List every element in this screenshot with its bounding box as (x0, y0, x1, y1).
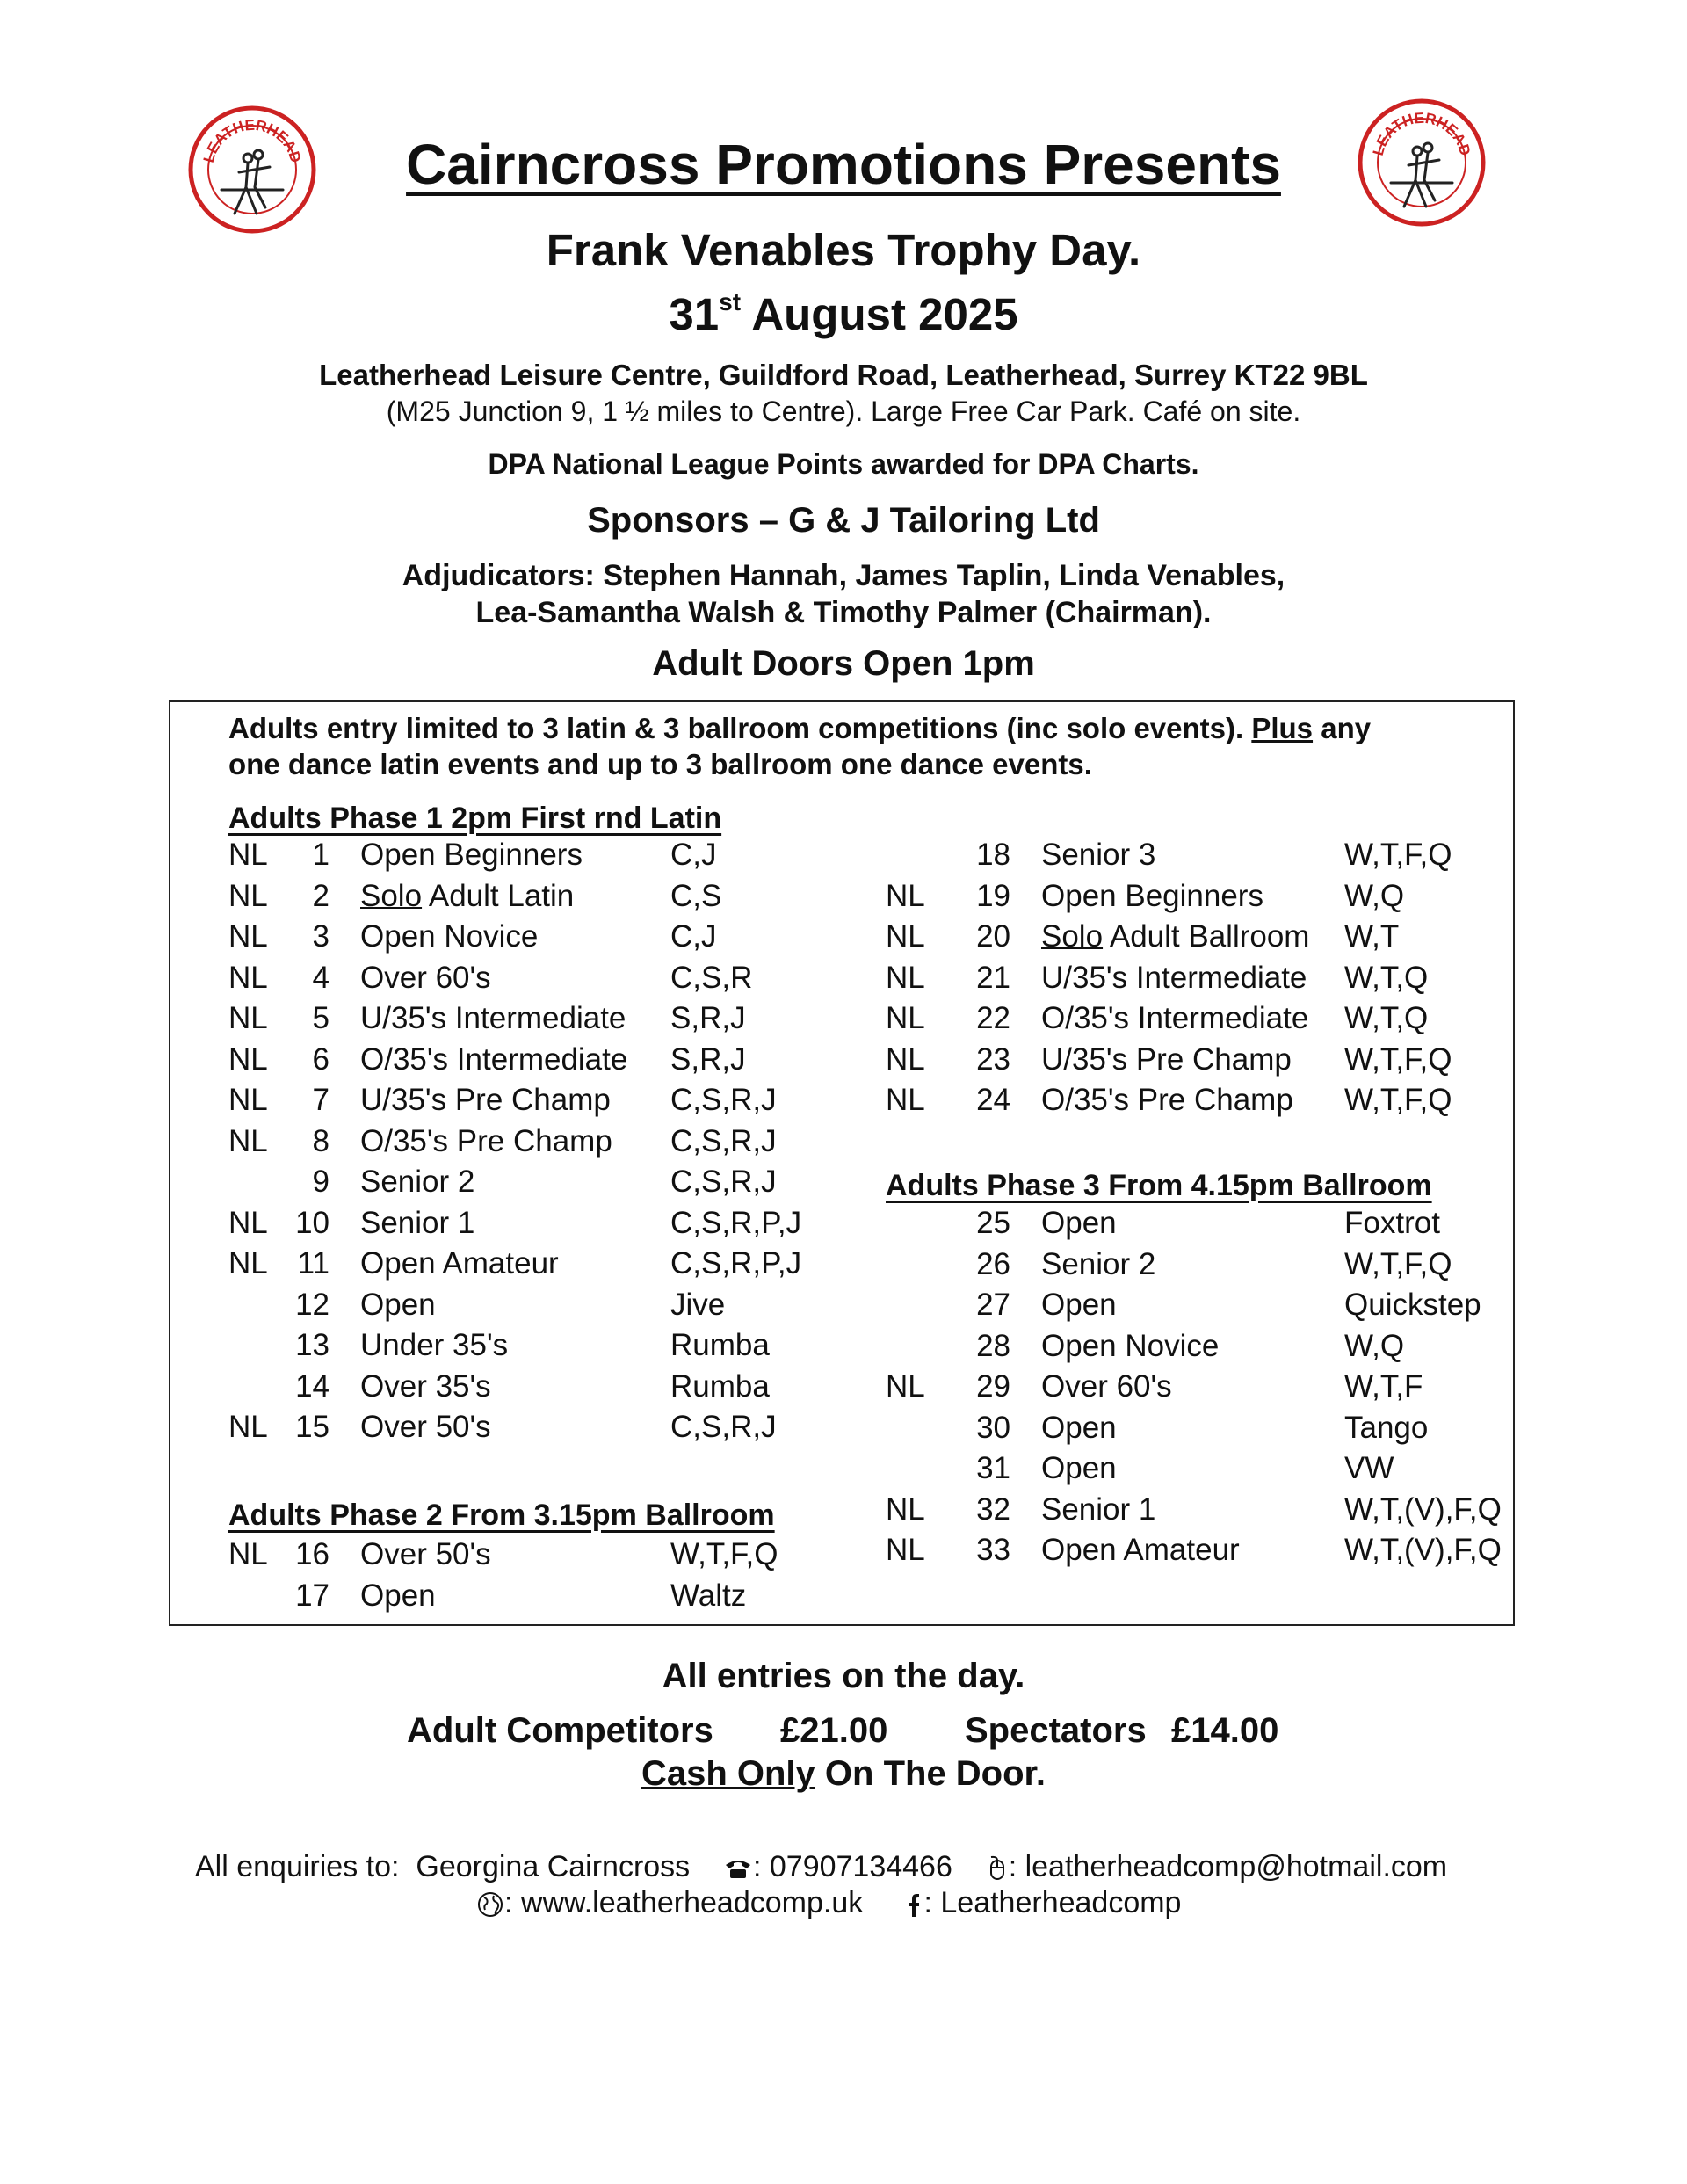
event-dances: W,T,F,Q (670, 1537, 778, 1571)
event-number: 4 (312, 960, 329, 995)
nl-marker: NL (886, 1041, 925, 1077)
event-dances: W,T,F,Q (1344, 838, 1452, 872)
phase-1-title: Adults Phase 1 2pm First rnd Latin (228, 802, 722, 835)
event-number: 9 (312, 1165, 329, 1199)
event-name-cell: U/35's Pre Champ (360, 1083, 611, 1117)
nl-marker: NL (886, 1491, 925, 1527)
adjudicators-line-2: Lea-Samantha Walsh & Timothy Palmer (Chairman). (475, 596, 1212, 629)
event-dances: C,S,R,J (670, 1083, 777, 1117)
nl-marker: NL (886, 878, 925, 913)
event-name-cell: Open Beginners (360, 838, 583, 872)
nl-marker: NL (228, 1537, 268, 1571)
nl-marker: NL (886, 1533, 925, 1567)
event-number: 18 (976, 838, 1010, 872)
event-dances: W,T,Q (1344, 1001, 1429, 1035)
event-name-cell: Over 50's (360, 1410, 491, 1444)
event-name-cell: Over 50's (360, 1537, 491, 1571)
event-dances: Quickstep (1344, 1288, 1481, 1322)
event-number: 30 (976, 1410, 1010, 1445)
event-dances: Jive (670, 1287, 726, 1322)
nl-marker: NL (228, 1041, 268, 1077)
event-number: 16 (295, 1537, 329, 1571)
event-name-cell: Senior 2 (1041, 1246, 1156, 1281)
event-name-cell: O/35's Pre Champ (1041, 1083, 1293, 1117)
event-dances: W,T,(V),F,Q (1344, 1533, 1502, 1567)
event-dances: VW (1344, 1451, 1394, 1485)
event-name-cell: U/35's Pre Champ (1041, 1041, 1292, 1077)
event-dances: C,S,R,P,J (670, 1205, 802, 1240)
facebook-icon (904, 1890, 923, 1919)
event-number: 27 (976, 1288, 1010, 1322)
svg-text:LEATHERHEAD: LEATHERHEAD (199, 116, 305, 165)
website-link[interactable]: www.leatherheadcomp.uk (520, 1886, 864, 1919)
event-number: 29 (976, 1369, 1010, 1404)
event-name-cell: Open (1041, 1206, 1117, 1240)
event-dances: S,R,J (670, 1041, 746, 1077)
nl-marker: NL (886, 1001, 925, 1035)
nl-marker: NL (228, 1123, 268, 1158)
nl-marker: NL (228, 1001, 268, 1035)
event-number: 11 (297, 1246, 329, 1281)
event-number: 6 (312, 1041, 329, 1077)
nl-marker: NL (228, 960, 268, 995)
event-number: 13 (295, 1328, 329, 1362)
event-number: 21 (976, 960, 1010, 995)
event-name-cell: Solo Adult Ballroom (1041, 919, 1310, 954)
event-name-cell: O/35's Intermediate (360, 1041, 628, 1077)
event-name-cell: O/35's Intermediate (1041, 1001, 1309, 1035)
event-name: Frank Venables Trophy Day. (546, 225, 1141, 275)
event-dances: W,Q (1344, 1328, 1405, 1363)
event-name-cell: Open Amateur (1041, 1533, 1240, 1567)
entry-note-line-1: Adults entry limited to 3 latin & 3 ballroom competitions (inc solo events). Plus any (228, 712, 1372, 744)
event-dances: C,S (670, 878, 722, 913)
event-name-cell: Under 35's (360, 1328, 509, 1362)
globe-icon (476, 1890, 504, 1919)
dpa-note: DPA National League Points awarded for DPA Charts. (488, 448, 1199, 480)
event-name-cell: Open (360, 1287, 436, 1322)
event-number: 33 (976, 1533, 1010, 1567)
event-name-cell: Over 35's (360, 1368, 491, 1404)
contact-line-2: : www.leatherheadcomp.uk : Leatherheadcomp (476, 1886, 1181, 1920)
event-name-cell: Open Novice (360, 919, 539, 954)
event-number: 22 (976, 1001, 1010, 1035)
event-dances: C,J (670, 919, 717, 954)
adult-price: £21.00 (780, 1711, 888, 1750)
event-dances: W,Q (1344, 878, 1405, 913)
adult-label: Adult Competitors (407, 1711, 713, 1750)
nl-marker: NL (228, 878, 268, 913)
event-dances: C,S,R,J (670, 1123, 777, 1158)
nl-marker: NL (886, 960, 925, 995)
event-name-cell: Senior 1 (1041, 1491, 1156, 1527)
event-number: 24 (976, 1083, 1010, 1117)
mouse-icon (986, 1855, 1009, 1882)
spectator-label: Spectators (965, 1711, 1147, 1750)
nl-marker: NL (228, 838, 268, 872)
event-number: 7 (312, 1083, 329, 1117)
phone-icon (723, 1857, 753, 1880)
phase-3-title: Adults Phase 3 From 4.15pm Ballroom (886, 1169, 1432, 1202)
sponsors: Sponsors – G & J Tailoring Ltd (587, 501, 1100, 540)
event-number: 25 (976, 1206, 1010, 1240)
event-name-cell: Senior 3 (1041, 838, 1156, 872)
event-number: 17 (295, 1578, 329, 1613)
event-name-cell: Over 60's (1041, 1369, 1172, 1404)
event-name-cell: Open (1041, 1451, 1117, 1485)
nl-marker: NL (228, 919, 268, 954)
event-number: 20 (976, 919, 1010, 954)
event-name-cell: Senior 1 (360, 1205, 475, 1240)
event-date: 31st August 2025 (669, 288, 1018, 339)
facebook-link[interactable]: Leatherheadcomp (940, 1886, 1182, 1919)
event-number: 14 (295, 1368, 329, 1404)
event-dances: C,J (670, 838, 717, 872)
event-number: 32 (976, 1491, 1010, 1527)
event-dances: W,T,F,Q (1344, 1246, 1452, 1281)
event-dances: Waltz (670, 1578, 747, 1613)
event-dances: Rumba (670, 1368, 770, 1404)
event-number: 10 (295, 1205, 329, 1240)
directions: (M25 Junction 9, 1 ½ miles to Centre). Large Free Car Park. Café on site. (386, 395, 1301, 427)
event-dances: Foxtrot (1344, 1206, 1440, 1240)
event-number: 12 (295, 1287, 329, 1322)
event-name-cell: Solo Adult Latin (360, 878, 575, 913)
event-number: 8 (312, 1123, 329, 1158)
nl-marker: NL (228, 1246, 268, 1281)
svg-text:LEATHERHEAD: LEATHERHEAD (1369, 109, 1474, 158)
event-number: 31 (976, 1451, 1010, 1485)
adjudicators-line-1: Adjudicators: Stephen Hannah, James Taplin, Linda Venables, (402, 559, 1285, 592)
event-dances: Rumba (670, 1328, 770, 1362)
event-number: 23 (976, 1041, 1010, 1077)
event-number: 5 (312, 1001, 329, 1035)
spectator-price: £14.00 (1171, 1711, 1279, 1750)
event-number: 1 (312, 838, 329, 872)
cash-only-note: Cash Only On The Door. (641, 1754, 1046, 1793)
nl-marker: NL (228, 1205, 268, 1240)
event-dances: C,S,R,P,J (670, 1246, 802, 1281)
page-title: Cairncross Promotions Presents (406, 133, 1281, 196)
event-name-cell: Open (1041, 1410, 1117, 1445)
phone-number[interactable]: 07907134466 (769, 1850, 952, 1883)
event-dances: W,T,F,Q (1344, 1041, 1452, 1077)
event-dances: C,S,R,J (670, 1165, 777, 1199)
event-name-cell: Over 60's (360, 960, 491, 995)
event-name-cell: Open (1041, 1288, 1117, 1322)
nl-marker: NL (228, 1410, 268, 1444)
entries-note: All entries on the day. (662, 1657, 1025, 1695)
contact-line-1: All enquiries to: Georgina Cairncross : 07907134466 : leatherheadcomp@hotmail.com (195, 1850, 1448, 1883)
event-number: 2 (312, 878, 329, 913)
event-number: 15 (295, 1410, 329, 1444)
event-name-cell: Open (360, 1578, 436, 1613)
nl-marker: NL (228, 1083, 268, 1117)
event-name-cell: O/35's Pre Champ (360, 1123, 612, 1158)
event-name-cell: Open Novice (1041, 1328, 1220, 1363)
nl-marker: NL (886, 1369, 925, 1404)
event-dances: C,S,R (670, 960, 753, 995)
event-name-cell: Senior 2 (360, 1165, 475, 1199)
event-number: 19 (976, 878, 1010, 913)
event-dances: C,S,R,J (670, 1410, 777, 1444)
event-name-cell: Open Amateur (360, 1246, 559, 1281)
phase-2-title: Adults Phase 2 From 3.15pm Ballroom (228, 1498, 775, 1532)
event-dances: Tango (1344, 1410, 1429, 1445)
event-name-cell: U/35's Intermediate (360, 1001, 626, 1035)
event-name-cell: U/35's Intermediate (1041, 960, 1307, 995)
event-name-cell: Open Beginners (1041, 878, 1263, 913)
event-dances: S,R,J (670, 1001, 746, 1035)
venue: Leatherhead Leisure Centre, Guildford Road, Leatherhead, Surrey KT22 9BL (319, 359, 1368, 391)
event-dances: W,T (1344, 919, 1400, 954)
event-number: 28 (976, 1328, 1010, 1363)
event-number: 3 (312, 919, 329, 954)
event-dances: W,T,(V),F,Q (1344, 1491, 1502, 1527)
email-link[interactable]: leatherheadcomp@hotmail.com (1025, 1850, 1448, 1883)
doors-open: Adult Doors Open 1pm (652, 644, 1035, 683)
event-dances: W,T,Q (1344, 960, 1429, 995)
nl-marker: NL (886, 919, 925, 954)
event-dances: W,T,F,Q (1344, 1083, 1452, 1117)
event-dances: W,T,F (1344, 1369, 1423, 1404)
nl-marker: NL (886, 1083, 925, 1117)
event-number: 26 (976, 1246, 1010, 1281)
entry-note-line-2: one dance latin events and up to 3 ballroom one dance events. (228, 748, 1092, 780)
